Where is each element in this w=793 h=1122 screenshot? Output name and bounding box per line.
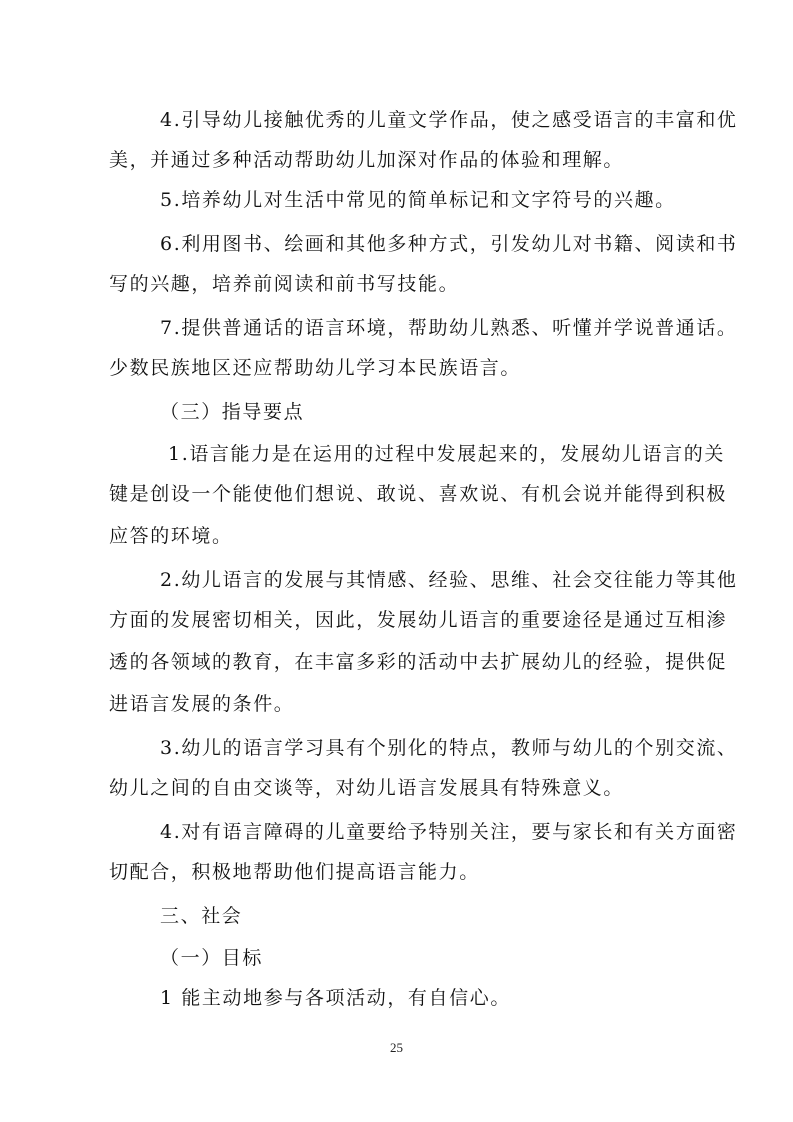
- section-heading: 三、社会: [160, 905, 243, 927]
- paragraph-line: 进语言发展的条件。: [109, 693, 295, 715]
- paragraph-line: 幼儿之间的自由交谈等，对幼儿语言发展具有特殊意义。: [109, 777, 625, 799]
- page-number: 25: [390, 1040, 403, 1055]
- paragraph-line: 方面的发展密切相关，因此，发展幼儿语言的重要途径是通过互相渗: [109, 609, 728, 631]
- paragraph-line: 切配合，积极地帮助他们提高语言能力。: [109, 861, 480, 883]
- paragraph-line: 1 能主动地参与各项活动，有自信心。: [160, 987, 511, 1009]
- paragraph-line: 3.幼儿的语言学习具有个别化的特点，教师与幼儿的个别交流、: [160, 737, 738, 759]
- paragraph-line: 5.培养幼儿对生活中常见的简单标记和文字符号的兴趣。: [160, 189, 676, 211]
- paragraph-line: 2.幼儿语言的发展与其情感、经验、思维、社会交往能力等其他: [160, 569, 738, 591]
- subsection-heading: （一）目标: [160, 947, 264, 969]
- paragraph-line: 透的各领域的教育，在丰富多彩的活动中去扩展幼儿的经验，提供促: [109, 651, 728, 673]
- section-heading: （三）指导要点: [160, 401, 305, 423]
- paragraph-line: 应答的环境。: [109, 525, 233, 547]
- paragraph-line: 4.引导幼儿接触优秀的儿童文学作品，使之感受语言的丰富和优: [160, 109, 738, 131]
- paragraph-line: 4.对有语言障碍的儿童要给予特别关注，要与家长和有关方面密: [160, 821, 738, 843]
- paragraph-line: 7.提供普通话的语言环境，帮助幼儿熟悉、听懂并学说普通话。: [160, 317, 738, 339]
- paragraph-line: 6.利用图书、绘画和其他多种方式，引发幼儿对书籍、阅读和书: [160, 233, 738, 255]
- paragraph-line: 键是创设一个能使他们想说、敢说、喜欢说、有机会说并能得到积极: [109, 483, 728, 505]
- paragraph-line: 美，并通过多种活动帮助幼儿加深对作品的体验和理解。: [109, 149, 625, 171]
- paragraph-line: 写的兴趣，培养前阅读和前书写技能。: [109, 273, 460, 295]
- paragraph-line: 少数民族地区还应帮助幼儿学习本民族语言。: [109, 357, 522, 379]
- paragraph-line: 1.语言能力是在运用的过程中发展起来的，发展幼儿语言的关: [168, 443, 725, 465]
